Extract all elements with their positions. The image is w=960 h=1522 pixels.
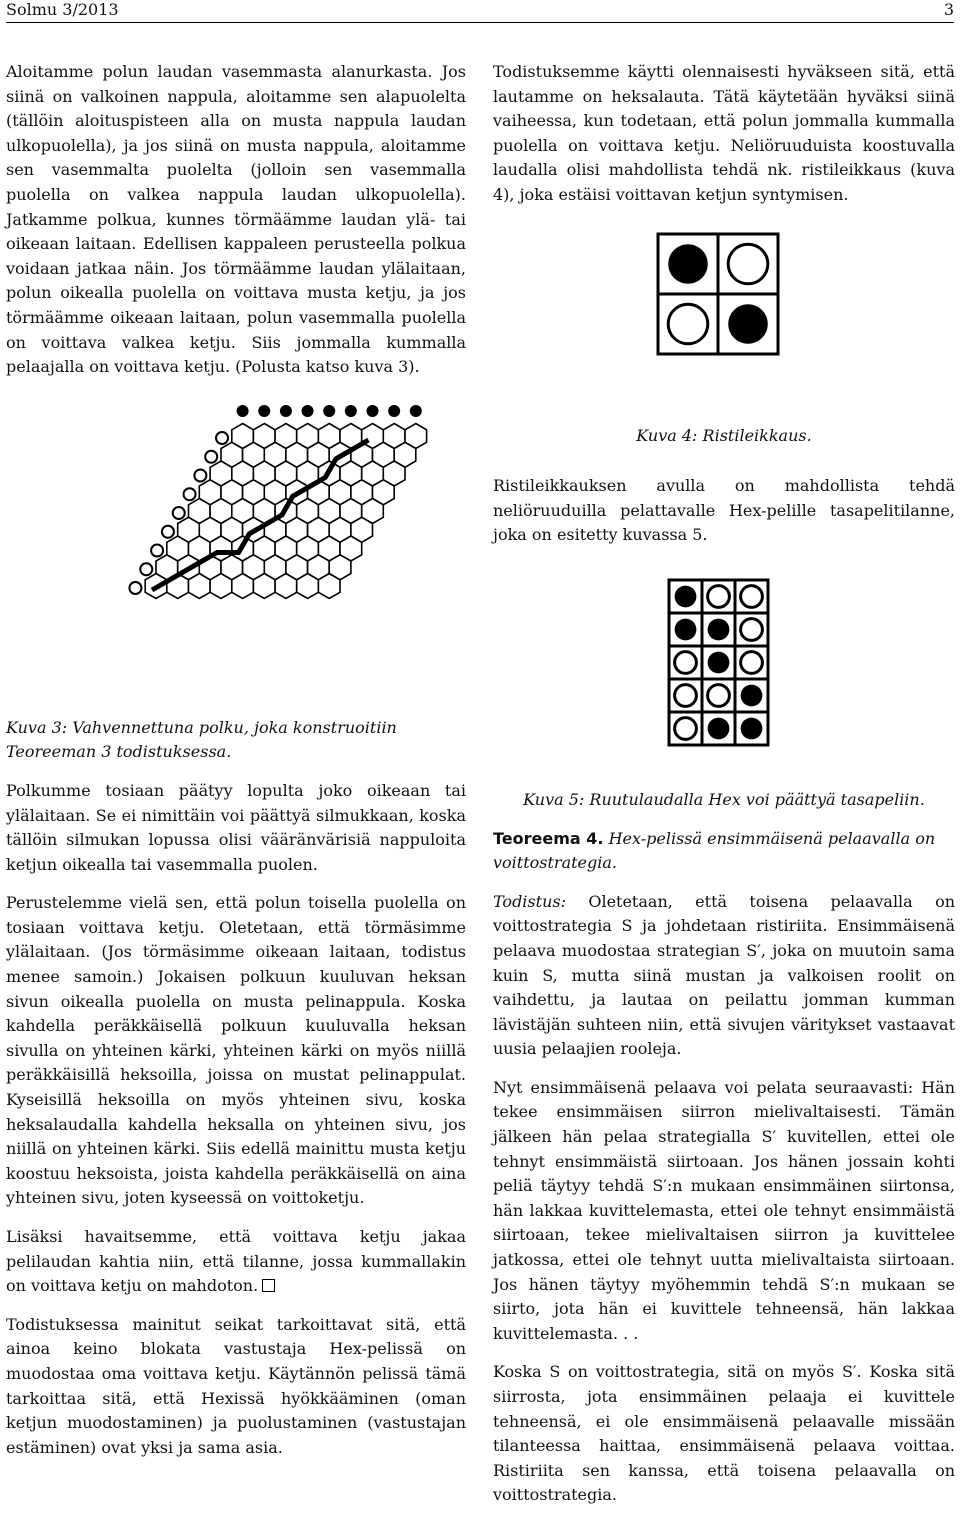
black-border-stone (388, 405, 400, 417)
white-border-stone (173, 507, 185, 519)
white-stone (741, 586, 763, 608)
white-stone (708, 685, 730, 707)
left-column (6, 60, 466, 1474)
white-border-stone (140, 563, 152, 575)
white-border-stone (129, 582, 141, 594)
paragraph-text: Lisäksi havaitsemme, että voittava ketju jakaa pelilaudan kahtia niin, että tilanne, jossa kummallakin on voittava ketju on mahdoton. (6, 1227, 466, 1296)
black-stone (708, 652, 730, 674)
white-stone (728, 244, 768, 284)
paragraph: Ristileikkauksen avulla on mahdollista tehdä neliöruuduilla pelattavalle Hex-pelille tasapelitilanne, joka on esitetty kuvassa 5. (493, 476, 955, 545)
white-border-stone (162, 525, 174, 537)
black-stone (675, 619, 697, 641)
black-stone (741, 685, 763, 707)
white-border-stone (184, 488, 196, 500)
theorem-4 (493, 827, 955, 876)
black-border-stone (302, 405, 314, 417)
theorem-label: Teoreema 4. (493, 828, 604, 848)
black-border-stone (345, 405, 357, 417)
white-stone (741, 619, 763, 641)
running-header (6, 0, 954, 23)
figure-4 (493, 232, 955, 382)
figure-5-caption: Kuva 5: Ruutulaudalla Hex voi päättyä tasapeliin. (523, 789, 925, 809)
black-stone (708, 718, 730, 740)
paragraph: Perustelemme vielä sen, että polun toisella puolella on tosiaan voittava ketju. Oletetaan, että törmäsimme ylälaitaan. (Jos törmäsimme oikeaan laitaan, todistus menee samoin.) Jokaisen polkuun kuuluvan heksan sivun oikealla puolella on musta pelinappula. Koska kahdella peräkkäisellä polkuun kuuluvalla heksan sivulla on yhteinen kärki, yhteinen kärki on myös niillä peräkkäisillä heksoilla, joissa on mustat pelinappulat. Kyseisillä heksoilla on myös yhteinen sivu, koska heksalaudalla kahdella heksalla on yhteinen sivu, jos niillä on yhteinen kärki. Siis edellä mainittu musta ketju koostuu heksoista, joista kahdella peräkkäisellä on aina yhteinen sivu, joten kyseessä on voittoketju. (6, 893, 466, 1208)
hex-board-diagram (6, 394, 466, 706)
white-stone (668, 304, 708, 344)
black-border-stone (323, 405, 335, 417)
black-border-stone (280, 405, 292, 417)
hex-cell (253, 573, 275, 598)
proof-paragraph (493, 890, 955, 1062)
black-stone (668, 244, 708, 284)
black-stone (741, 718, 763, 740)
paragraph: Aloitamme polun laudan vasemmasta alanurkasta. Jos siinä on valkoinen nappula, aloitamme sen alapuolelta (tällöin aloituspisteen alla on musta nappula laudan ulkopuolella), ja jos siinä on musta nappula, aloitamme sen vasemmalta puolelta (jolloin sen vasemmalla puolella on valkea nappula laudan ulkopuolella). Jatkamme polkua, kunnes törmäämme laudan ylä- tai oikeaan laitaan. Edellisen kappaleen perusteella polkua voidaan jatkaa näin. Jos törmäämme laudan ylälaitaan, polun oikealla puolella on voittava musta ketju, ja jos törmäämme oikeaan laitaan, polun vasemmalla puolella on voittava valkea ketju. Siis jommalla kummalla pelaajalla on voittava ketju. (Polusta katso kuva 3). (6, 62, 466, 377)
paragraph: Todistuksemme käytti olennaisesti hyväkseen sitä, että lautamme on heksalauta. Tätä käytetään hyväksi siinä vaiheessa, kun todetaan, että polun jommalla kummalla puolella on voittava ketju. Neliöruuduista koostuvalla laudalla olisi mahdollista tehdä nk. ristileikkaus (kuva 4), joka estäisi voittavan ketjun syntymisen. (493, 62, 955, 204)
white-border-stone (216, 432, 228, 444)
hex-cell (232, 573, 254, 598)
hex-cell (189, 573, 211, 598)
black-border-stone (237, 405, 249, 417)
black-border-stone (258, 405, 270, 417)
journal-issue: Solmu 3/2013 (6, 0, 119, 19)
white-stone (675, 718, 697, 740)
white-border-stone (151, 544, 163, 556)
white-border-stone (194, 469, 206, 481)
white-stone (708, 586, 730, 608)
proof-label: Todistus: (493, 891, 566, 911)
hex-cell (210, 573, 232, 598)
paragraph: Nyt ensimmäisenä pelaava voi pelata seuraavasti: Hän tekee ensimmäisen siirron mielivaltaisesti. Tämän jälkeen hän pelaa strategialla S′ kuvitellen, ettei ole tehnyt ensimmäistä siirtoaan. Jos hänen jossain kohti peliä täytyy tehdä S′:n mukaan ensimmäinen siirtonsa, hän lakkaa kuvittelemasta, ettei ole tehnyt ensimmäistä siirtoaan, tekee mielivaltaisen siirron ja kuvittelee jatkossa, ettei ole tehnyt uutta mielivaltaista siirtoaan. Jos hänen täytyy myöhemmin tehdä S′:n mukaan se siirto, jota hän ei kuvittele tehneensä, hän lakkaa kuvittelemasta. . . (493, 1077, 955, 1343)
theorem-statement: Hex-pelissä ensimmäisenä pelaavalla on voittostrategia. (493, 828, 936, 873)
white-stone (675, 652, 697, 674)
black-border-stone (367, 405, 379, 417)
figure-5 (493, 578, 955, 748)
white-stone (741, 652, 763, 674)
hex-cell (275, 573, 297, 598)
figure-4-caption: Kuva 4: Ristileikkaus. (636, 425, 812, 445)
black-stone (728, 304, 768, 344)
white-stone (675, 685, 697, 707)
qed-symbol (262, 1279, 275, 1292)
proof-text: Oletetaan, että toisena pelaavalla on voittostrategia S ja johdetaan ristiriita. Ensimmäisenä pelaava muodostaa strategian S′, joka on muutoin sama kuin S, mutta siinä mustan ja valkoisen roolit on vaihdettu, ja lautaa on peilattu jomman kumman lävistäjän suhteen niin, että sivujen väritykset vastaavat uusia pelaajien rooleja. (493, 891, 955, 1059)
paragraph: Todistuksessa mainitut seikat tarkoittavat sitä, että ainoa keino blokata vastustaja Hex-pelissä on muodostaa oma voittava ketju. Käytännön pelissä tämä tarkoittaa sitä, että Hexissä hyökkääminen (oman ketjun muodostaminen) ja puolustaminen (vastustajan estäminen) ovat yksi ja sama asia. (6, 1314, 466, 1457)
draw-grid (493, 578, 955, 748)
page-number: 3 (943, 0, 954, 19)
paragraph: Koska S on voittostrategia, sitä on myös S′. Koska sitä siirrosta, jota ensimmäinen pelaaja ei kuvittele tehneensä, ei ole ensimmäisenä pelaavalle missään tilanteessa haittaa, ensimmäisenä pelaava voittaa. Ristiriita sen kanssa, että toisena pelaavalla on voittostrategia. (493, 1362, 955, 1505)
hex-cell (318, 573, 340, 598)
black-border-stone (410, 405, 422, 417)
figure-3 (6, 394, 466, 706)
figure-3-caption: Kuva 3: Vahvennettuna polku, joka konstruoitiin Teoreeman 3 todistuksessa. (6, 717, 397, 762)
cross-cut-grid (493, 232, 955, 382)
paragraph: Polkumme tosiaan päätyy lopulta joko oikeaan tai ylälaitaan. Se ei nimittäin voi päättyä silmukkaan, koska tällöin silmukan lopussa olisi vääränvärisiä nappuloita ketjun oikealla tai vasemmalla puolen. (6, 780, 466, 874)
white-border-stone (205, 450, 217, 462)
paragraph (6, 1225, 466, 1299)
black-stone (675, 586, 697, 608)
black-stone (708, 619, 730, 641)
right-column (493, 60, 955, 1522)
hex-cell (297, 573, 319, 598)
